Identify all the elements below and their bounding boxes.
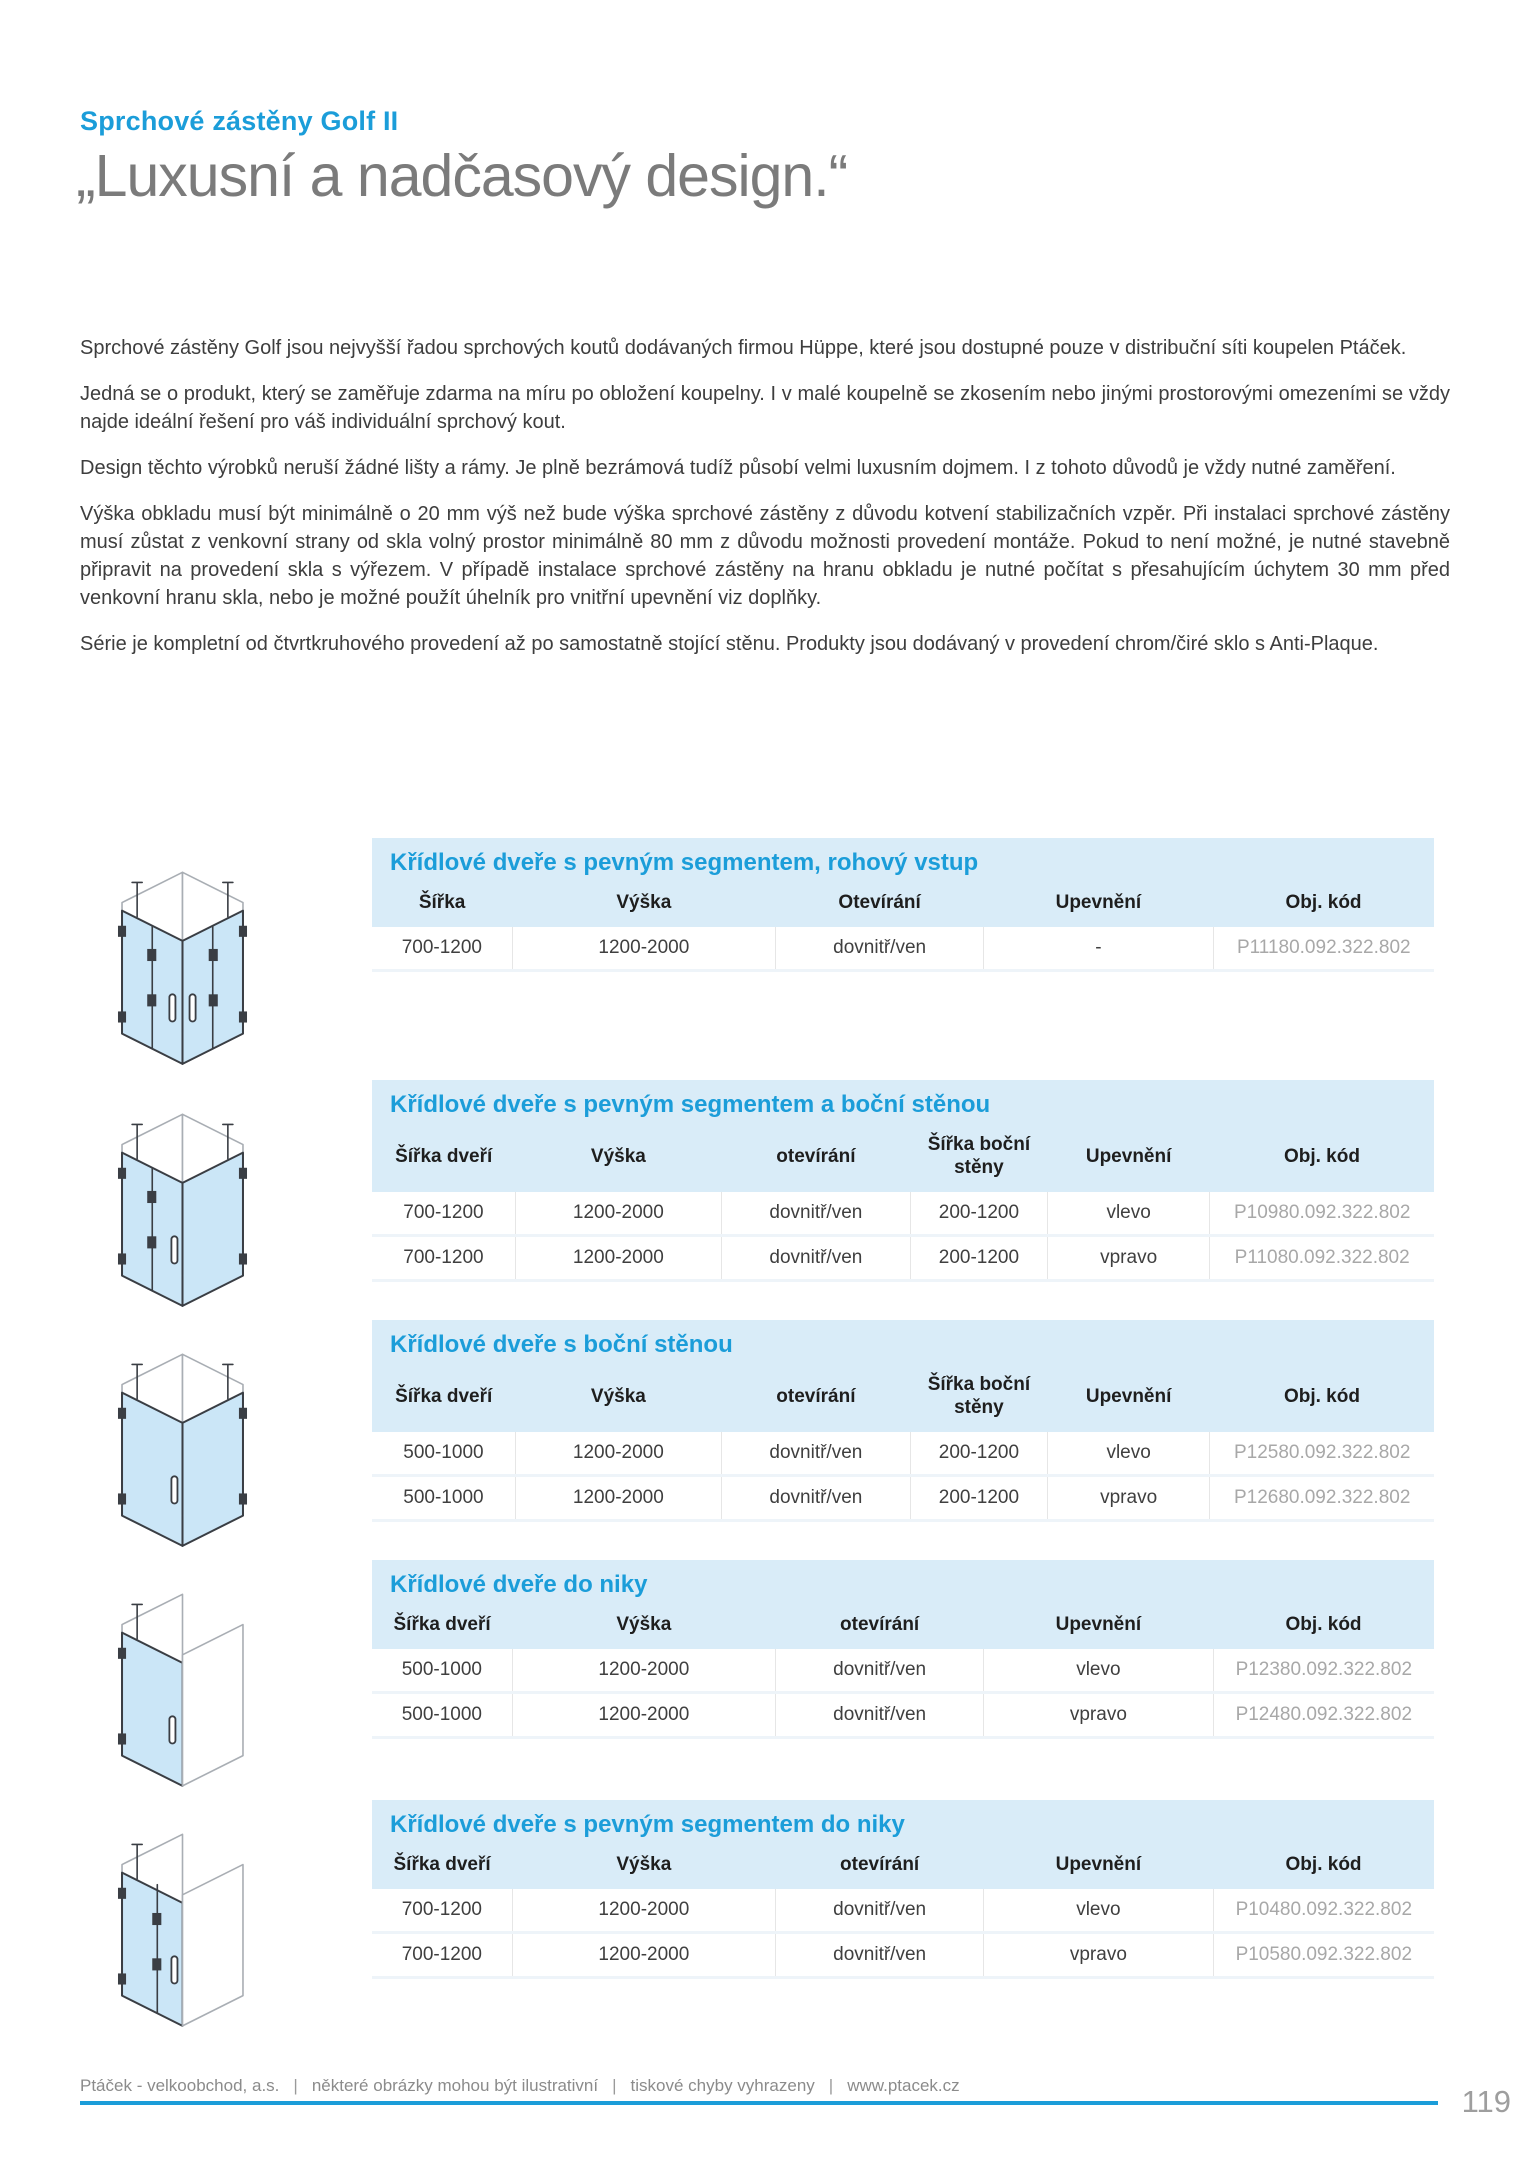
table-cell: 1200-2000 [512, 927, 775, 971]
shower-segment-side-wall-icon [90, 1072, 275, 1324]
table-cell: dovnitř/ven [776, 927, 984, 971]
table-header-row [372, 885, 1434, 927]
product-table [372, 1080, 1434, 1282]
order-code-cell: P12480.092.322.802 [1213, 1693, 1434, 1738]
product-table-title: Křídlové dveře s pevným segmentem do niky [372, 1800, 1434, 1847]
column-header: Šířka dveří [372, 1607, 512, 1649]
footer-company: Ptáček - velkoobchod, a.s. [80, 2076, 280, 2095]
table-row [372, 1476, 1434, 1521]
column-header: Výška [512, 1847, 775, 1889]
table-cell: vlevo [984, 1649, 1213, 1693]
order-code-cell: P10580.092.322.802 [1213, 1933, 1434, 1978]
column-header: Obj. kód [1213, 1607, 1434, 1649]
table-cell: 200-1200 [910, 1432, 1047, 1476]
table-row [372, 1192, 1434, 1236]
table-cell: 1200-2000 [512, 1649, 775, 1693]
footer-note-illustrative: | některé obrázky mohou být ilustrativní [279, 2076, 598, 2096]
column-header: Šířka boční stěny [910, 1367, 1047, 1432]
table-cell: vpravo [984, 1693, 1213, 1738]
table-cell: dovnitř/ven [721, 1432, 910, 1476]
table-cell: 700-1200 [372, 927, 512, 971]
column-header: Upevnění [1047, 1367, 1209, 1432]
column-header: otevírání [776, 1607, 984, 1649]
table-cell: 200-1200 [910, 1192, 1047, 1236]
column-header: Výška [515, 1367, 721, 1432]
table-cell: dovnitř/ven [721, 1236, 910, 1281]
table-cell: 1200-2000 [512, 1933, 775, 1978]
table-cell: 1200-2000 [515, 1192, 721, 1236]
order-code-cell: P12380.092.322.802 [1213, 1649, 1434, 1693]
product-table [372, 1800, 1434, 1979]
column-header: Obj. kód [1213, 1847, 1434, 1889]
column-header: Obj. kód [1213, 885, 1434, 927]
shower-niche-segment-door-illustration [90, 1792, 275, 2044]
order-code-cell: P10480.092.322.802 [1213, 1889, 1434, 1933]
table-cell: 1200-2000 [515, 1236, 721, 1281]
product-table [372, 1320, 1434, 1522]
page-headline: „Luxusní a nadčasový design.“ [76, 143, 848, 209]
table-cell: 500-1000 [372, 1432, 515, 1476]
table-header-row [372, 1127, 1434, 1192]
column-header: Upevnění [1047, 1127, 1209, 1192]
table-cell: 700-1200 [372, 1889, 512, 1933]
table-row [372, 1649, 1434, 1693]
table-cell: 1200-2000 [512, 1889, 775, 1933]
column-header: Upevnění [984, 885, 1213, 927]
table-cell: dovnitř/ven [776, 1693, 984, 1738]
table-row [372, 1933, 1434, 1978]
product-table [372, 1560, 1434, 1739]
shower-segment-side-wall-illustration [90, 1072, 275, 1324]
shower-niche-segment-door-icon [90, 1792, 275, 2044]
product-table-title: Křídlové dveře s boční stěnou [372, 1320, 1434, 1367]
column-header: Šířka boční stěny [910, 1127, 1047, 1192]
column-header: Výška [512, 1607, 775, 1649]
intro-paragraph: Design těchto výrobků neruší žádné lišty a rámy. Je plně bezrámová tudíž působí velmi luxusním dojmem. I z tohoto důvodů je vždy nutné zaměření. [80, 457, 1396, 479]
table-cell: 200-1200 [910, 1236, 1047, 1281]
table-cell: 500-1000 [372, 1693, 512, 1738]
table-row [372, 1432, 1434, 1476]
footer-divider [80, 2101, 1438, 2105]
product-table-title: Křídlové dveře s pevným segmentem a boční stěnou [372, 1080, 1434, 1127]
product-table [372, 838, 1434, 972]
table-row [372, 1236, 1434, 1281]
table-cell: vlevo [984, 1889, 1213, 1933]
table-cell: 700-1200 [372, 1933, 512, 1978]
table-cell: vlevo [1047, 1432, 1209, 1476]
table-cell: 1200-2000 [515, 1432, 721, 1476]
shower-niche-door-illustration [90, 1552, 275, 1804]
product-section-door-side-wall [80, 1320, 1440, 1522]
product-section-niche-door [80, 1560, 1440, 1739]
footer-website-link[interactable]: | www.ptacek.cz [815, 2076, 960, 2096]
product-section-segment-side-wall [80, 1080, 1440, 1282]
table-cell: 700-1200 [372, 1192, 515, 1236]
shower-niche-door-icon [90, 1552, 275, 1804]
shower-corner-entry-illustration [90, 830, 275, 1082]
product-section-corner-entry [80, 838, 1440, 972]
table-cell: vpravo [984, 1933, 1213, 1978]
column-header: otevírání [776, 1847, 984, 1889]
column-header: otevírání [721, 1127, 910, 1192]
table-cell: dovnitř/ven [776, 1933, 984, 1978]
intro-paragraph: Sprchové zástěny Golf jsou nejvyšší řadou sprchových koutů dodávaných firmou Hüppe, které jsou dostupné pouze v distribuční síti koupelen Ptáček. [80, 337, 1407, 359]
column-header: otevírání [721, 1367, 910, 1432]
column-header: Šířka dveří [372, 1847, 512, 1889]
order-code-cell: P11080.092.322.802 [1210, 1236, 1434, 1281]
table-cell: vpravo [1047, 1476, 1209, 1521]
column-header: Šířka dveří [372, 1367, 515, 1432]
order-code-cell: P10980.092.322.802 [1210, 1192, 1434, 1236]
column-header: Upevnění [984, 1607, 1213, 1649]
table-cell: 200-1200 [910, 1476, 1047, 1521]
product-section-niche-segment-door [80, 1800, 1440, 1979]
intro-paragraph: Jedná se o produkt, který se zaměřuje zdarma na míru po obložení koupelny. I v malé koupelně se zkosením nebo jinými prostorovými omezeními se vždy najde ideální řešení pro váš individuální sprchový kout. [80, 383, 1450, 433]
column-header: Obj. kód [1210, 1127, 1434, 1192]
series-kicker: Sprchové zástěny Golf II [80, 106, 399, 136]
column-header: Výška [512, 885, 775, 927]
order-code-cell: P12680.092.322.802 [1210, 1476, 1434, 1521]
footer-info [80, 2076, 960, 2096]
footer-note-errors: | tiskové chyby vyhrazeny [598, 2076, 815, 2096]
table-cell: - [984, 927, 1213, 971]
shower-door-side-wall-illustration [90, 1312, 275, 1564]
table-cell: dovnitř/ven [776, 1649, 984, 1693]
order-code-cell: P11180.092.322.802 [1213, 927, 1434, 971]
column-header: Šířka dveří [372, 1127, 515, 1192]
table-cell: vlevo [1047, 1192, 1209, 1236]
column-header: Šířka [372, 885, 512, 927]
table-cell: 1200-2000 [512, 1693, 775, 1738]
table-cell: dovnitř/ven [721, 1192, 910, 1236]
table-cell: 1200-2000 [515, 1476, 721, 1521]
table-cell: 500-1000 [372, 1476, 515, 1521]
table-header-row [372, 1847, 1434, 1889]
order-code-cell: P12580.092.322.802 [1210, 1432, 1434, 1476]
product-table-title: Křídlové dveře s pevným segmentem, rohový vstup [372, 838, 1434, 885]
table-cell: 700-1200 [372, 1236, 515, 1281]
column-header: Obj. kód [1210, 1367, 1434, 1432]
column-header: Otevírání [776, 885, 984, 927]
page-number: 119 [1461, 2084, 1511, 2119]
intro-paragraph: Série je kompletní od čtvrtkruhového provedení až po samostatně stojící stěnu. Produkty jsou dodávaný v provedení chrom/čiré sklo s Anti-Plaque. [80, 633, 1379, 655]
table-row [372, 927, 1434, 971]
product-table-title: Křídlové dveře do niky [372, 1560, 1434, 1607]
shower-door-side-wall-icon [90, 1312, 275, 1564]
table-header-row [372, 1367, 1434, 1432]
column-header: Výška [515, 1127, 721, 1192]
intro-text [80, 334, 1450, 676]
shower-corner-entry-icon [90, 830, 275, 1082]
table-cell: dovnitř/ven [776, 1889, 984, 1933]
table-header-row [372, 1607, 1434, 1649]
table-row [372, 1693, 1434, 1738]
table-cell: vpravo [1047, 1236, 1209, 1281]
table-cell: 500-1000 [372, 1649, 512, 1693]
intro-paragraph: Výška obkladu musí být minimálně o 20 mm výš než bude výška sprchové zástěny z důvodu kotvení stabilizačních vzpěr. Při instalaci sprchové zástěny musí zůstat z venkovní strany od skla volný prostor minimálně 80 mm z důvodu možnosti provedení montáže. Pokud to není možné, je nutné stavebně připravit na provedení skla s výřezem. V případě instalace sprchové zástěny na hranu obkladu je nutné počítat s přesahujícím úchytem 30 mm před venkovní hranu skla, nebo je možné použít úhelník pro vnitřní upevnění viz doplňky. [80, 503, 1450, 609]
table-cell: dovnitř/ven [721, 1476, 910, 1521]
table-row [372, 1889, 1434, 1933]
column-header: Upevnění [984, 1847, 1213, 1889]
